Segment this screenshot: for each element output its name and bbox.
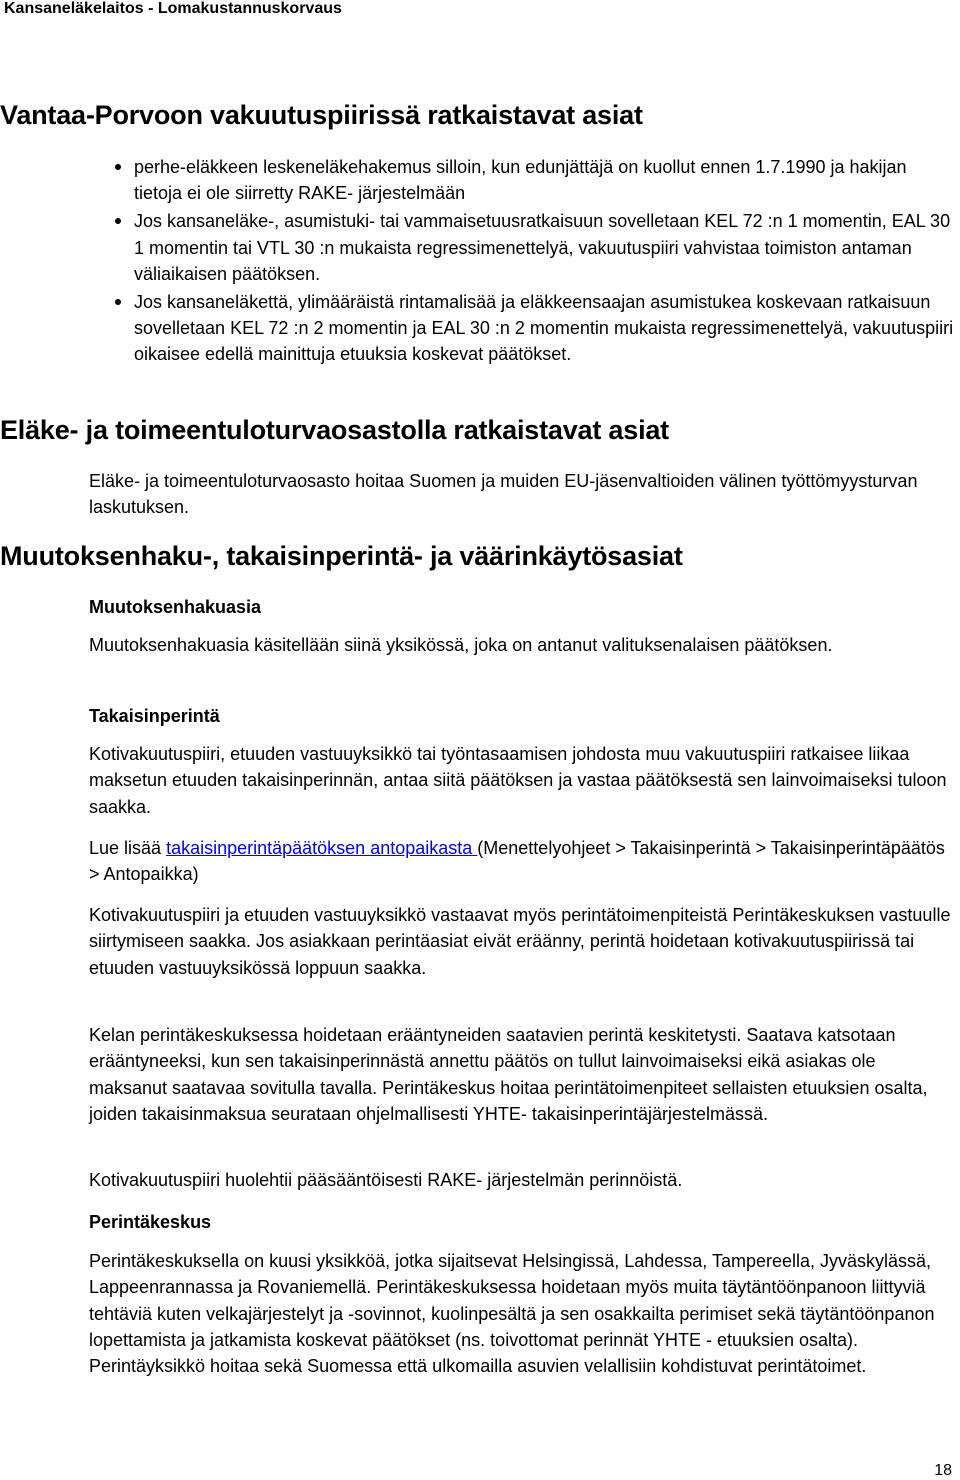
list-item-text: Jos kansaneläke-, asumistuki- tai vammaisetuusratkaisuun sovelletaan KEL 72 :n 1 momentin, EAL 30 1 momentin tai VTL 30 :n mukaista regressimenettelyä, vakuutuspiiri vahvistaa toimiston antaman väliaikaisen päätöksen. [134, 211, 951, 284]
document-header: Kansaneläkelaitos - Lomakustannuskorvaus [4, 0, 342, 17]
list-item [0, 289, 954, 368]
bullet-icon [115, 164, 121, 170]
read-more-paragraph [89, 835, 957, 888]
list-item [0, 208, 954, 287]
list-item-text: perhe-eläkkeen leskeneläkehakemus silloin, kun edunjättäjä on kuollut ennen 1.7.1990 ja hakijan tietoja ei ole siirretty RAKE- järjestelmään [134, 157, 907, 204]
paragraph: Kotivakuutuspiiri huolehtii pääsääntöisesti RAKE- järjestelmän perinnöistä. [89, 1170, 683, 1190]
bullet-icon [115, 299, 121, 305]
bullet-list [0, 154, 960, 368]
paragraph: Kelan perintäkeskuksessa hoidetaan erääntyneiden saatavien perintä keskitetysti. Saatava katsotaan erääntyneeksi, kun sen takaisinperinnästä annettu päätös on tullut lainvoimaiseksi eikä asiakas ole maksanut saatavaa sovitulla tavalla. Perintäkeskus hoitaa perintätoimenpiteet sellaisten etuuksien osalta, joiden takaisinmaksua seurataan ohjelmallisesti YHTE- takaisinperintäjärjestelmässä. [89, 1025, 928, 1124]
bullet-icon [115, 218, 121, 224]
section-heading-elake-toimeentulo: Eläke- ja toimeentuloturvaosastolla ratkaistavat asiat [0, 415, 669, 445]
paragraph: Eläke- ja toimeentuloturvaosasto hoitaa Suomen ja muiden EU-jäsenvaltioiden välinen työttömyysturvan laskutuksen. [89, 471, 918, 518]
read-more-prefix: Lue lisää [89, 838, 167, 858]
paragraph: Muutoksenhakuasia käsitellään siinä yksikössä, joka on antanut valituksenalaisen päätöksen. [89, 635, 833, 655]
paragraph: Perintäkeskuksella on kuusi yksikköä, jotka sijaitsevat Helsingissä, Lahdessa, Tampereella, Jyväskylässä, Lappeenrannassa ja Rovaniemellä. Perintäkeskuksessa hoidetaan myös muita täytäntöönpanoon liittyviä tehtäviä kuten velkajärjestelyt ja -sovinnot, kuolinpesältä ja sen osakkailta perimiset sekä täytäntöönpanon lopettamista ja jatkamista koskevat päätökset (ns. toivottomat perinnät YHTE - etuuksien osalta). Perintäyksikkö hoitaa sekä Suomessa että ulkomailla asuvien velallisiin kohdistuvat perintätoimet. [89, 1251, 935, 1377]
paragraph: Kotivakuutuspiiri ja etuuden vastuuyksikkö vastaavat myös perintätoimenpiteistä Perintäkeskuksen vastuulle siirtymiseen saakka. Jos asiakkaan perintäasiat eivät eräänny, perintä hoidetaan kotivakuutuspiirissä tai etuuden vastuuyksikössä loppuun saakka. [89, 905, 951, 978]
subheading-takaisinperinta: Takaisinperintä [89, 706, 220, 726]
list-item-text: Jos kansaneläkettä, ylimääräistä rintamalisää ja eläkkeensaajan asumistukea koskevaan ratkaisuun sovelletaan KEL 72 :n 2 momentin ja EAL 30 :n 2 momentin mukaista regressimenettelyä, vakuutuspiiri oikaisee edellä mainittuja etuuksia koskevat päätökset. [134, 292, 954, 365]
paragraph: Kotivakuutuspiiri, etuuden vastuuyksikkö tai työntasaamisen johdosta muu vakuutuspiiri ratkaisee liikaa maksetun etuuden takaisinperinnän, antaa siitä päätöksen ja vastaa päätöksestä sen lainvoimaiseksi tuloon saakka. [89, 744, 947, 817]
section-heading-muutoksenhaku: Muutoksenhaku-, takaisinperintä- ja väärinkäytösasiat [0, 541, 683, 571]
read-more-suffix: (Menettelyohjeet > Takaisinperintä > Takaisinperintäpäätös > Antopaikka) [89, 838, 945, 885]
subheading-perintakeskus: Perintäkeskus [89, 1212, 212, 1232]
subheading-muutoksenhakuasia: Muutoksenhakuasia [89, 597, 262, 617]
page-number: 18 [934, 1462, 952, 1479]
list-item [0, 154, 954, 206]
takaisinperinta-antopaikka-link[interactable]: takaisinperintäpäätöksen antopaikasta [166, 838, 478, 858]
section-heading-vantaa-porvoo: Vantaa-Porvoon vakuutuspiirissä ratkaistavat asiat [0, 100, 643, 130]
